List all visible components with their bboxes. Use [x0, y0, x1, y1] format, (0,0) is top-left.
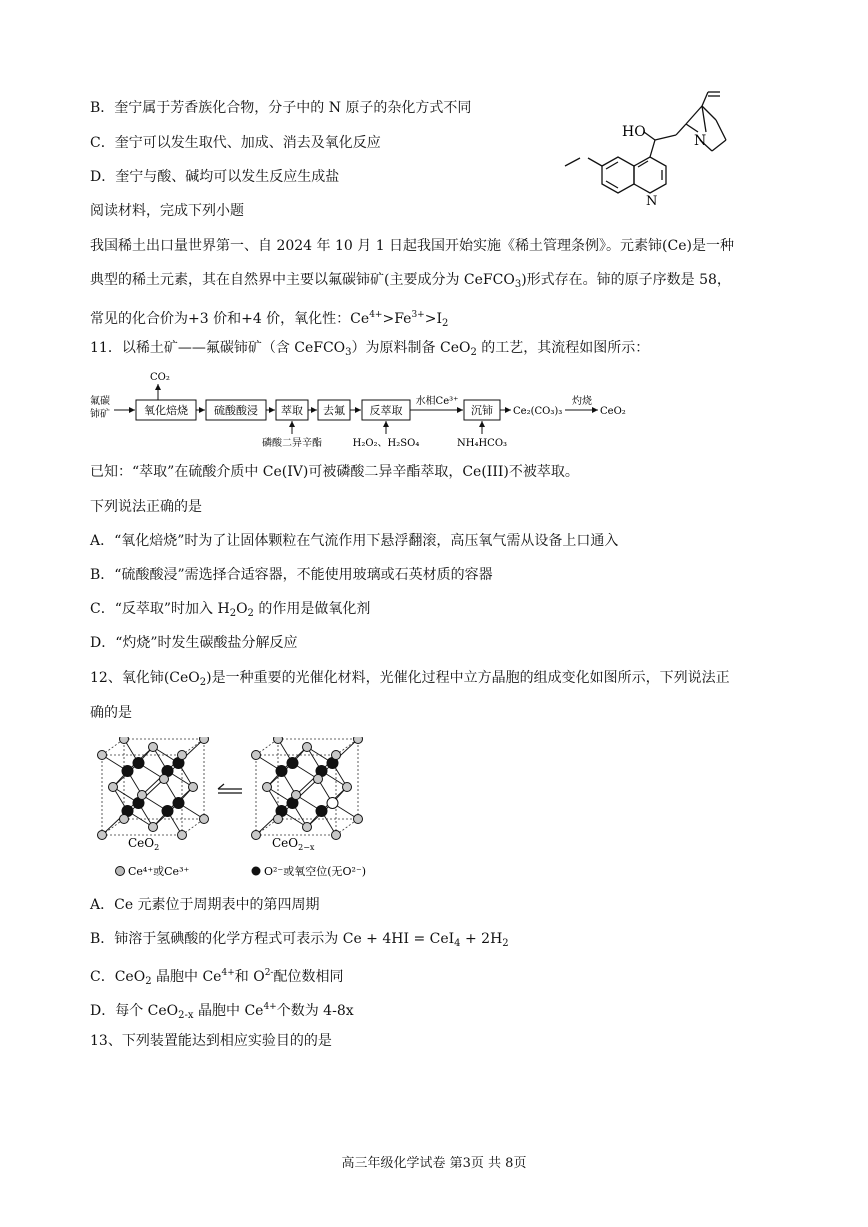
q10-option-c: C．奎宁可以发生取代、加成、消去及氧化反应	[90, 135, 381, 151]
reading-line-3: 常见的化合价为+3 价和+4 价，氧化性：$Ce^{4+}>Fe^{3+}>I_2$	[90, 310, 449, 329]
flow-reagent-peroxide-acid: H₂O₂、H₂SO₄	[352, 438, 420, 449]
q12-stem-line-2: 确的是	[90, 705, 132, 721]
legend-ce-icon	[116, 867, 125, 876]
q10-option-d: D．奎宁与酸、碱均可以发生反应生成盐	[90, 169, 340, 185]
q12-option-d: D．每个 CeO$_{2-x}$ 晶胞中 $Ce^{4+}$个数为 4-8x	[90, 1002, 354, 1021]
flow-reagent-bicarbonate: NH₄HCO₃	[456, 438, 508, 449]
quinine-structure	[560, 88, 760, 213]
flow-aqueous-ce3: 水相Ce³⁺	[415, 396, 459, 407]
page-footer: 高三年级化学试卷 第3页 共 8页	[341, 1156, 527, 1171]
q11-option-c: C．“反萃取”时加入 $H_2O_2$ 的作用是做氧化剂	[90, 601, 371, 619]
process-flowchart	[90, 366, 750, 454]
flow-product-carbonate: Ce₂(CO₃)₃	[513, 406, 563, 417]
flow-reagent-extractant: 磷酸二异辛酯	[262, 438, 322, 449]
bridge-nitrogen-label: N	[694, 133, 707, 149]
flow-step-back-extraction: 反萃取	[369, 404, 403, 417]
q11-ask: 下列说法正确的是	[90, 499, 202, 515]
flow-co2: CO₂	[150, 372, 170, 383]
q10-option-b: B．奎宁属于芳香族化合物，分子中的 N 原子的杂化方式不同	[90, 100, 472, 116]
q11-option-d: D．“灼烧”时发生碳酸盐分解反应	[90, 635, 298, 651]
hydroxyl-label: HO	[622, 124, 646, 140]
q12-stem-line-1: 12、氧化铈(CeO$_2$)是一种重要的光催化材料，光催化过程中立方晶胞的组成变化如图所示，下列说法正	[90, 670, 730, 688]
ring-nitrogen-label: N	[646, 194, 658, 209]
q11-option-b: B．“硫酸酸浸”需选择合适容器，不能使用玻璃或石英材质的容器	[90, 567, 493, 583]
q12-option-a: A．Ce 元素位于周期表中的第四周期	[90, 897, 320, 913]
legend-oxygen-icon	[252, 867, 261, 876]
crystal-label-ceo2: CeO$_2$	[128, 836, 160, 852]
legend-oxygen-label: O²⁻或氧空位(无O²⁻)	[264, 865, 367, 878]
crystal-cell-figure	[94, 737, 414, 882]
q12-option-c: C．CeO$_2$ 晶胞中 $Ce^{4+}$和 $O^{2-}$配位数相同	[90, 968, 344, 987]
q11-known: 已知：“萃取”在硫酸介质中 Ce(IV)可被磷酸二异辛酯萃取，Ce(III)不被萃取。	[90, 464, 579, 480]
flow-step-extraction: 萃取	[281, 404, 303, 417]
crystal-label-ceo2-x: CeO$_{2-x}$	[272, 836, 315, 852]
reading-heading: 阅读材料，完成下列小题	[90, 203, 244, 219]
q12-option-b: B．铈溶于氢碘酸的化学方程式可表示为 $Ce + 4HI = CeI_4 + 2H_2$	[90, 931, 509, 949]
flow-product-ceo2: CeO₂	[600, 406, 626, 417]
reading-line-1: 我国稀土出口量世界第一、自 2024 年 10 月 1 日起我国开始实施《稀土管理条例》。元素铈(Ce)是一种	[90, 238, 734, 254]
flow-step-oxidation-roasting: 氧化焙烧	[144, 404, 188, 417]
q11-option-a: A．“氧化焙烧”时为了让固体颗粒在气流作用下悬浮翻滚，高压氧气需从设备上口通入	[90, 533, 619, 549]
flow-step-acid-leach: 硫酸酸浸	[214, 404, 258, 417]
equilibrium-arrow	[218, 784, 242, 793]
flow-ore-label-2: 铈矿	[90, 409, 110, 420]
legend-ce-label: Ce⁴⁺或Ce³⁺	[128, 865, 190, 878]
flow-ore-label-1: 氟碳	[90, 396, 110, 407]
flow-step-precipitation: 沉铈	[471, 404, 493, 417]
q13-stem: 13、下列装置能达到相应实验目的的是	[90, 1033, 332, 1049]
q11-stem: 11．以稀土矿——氟碳铈矿（含 CeFCO$_3$）为原料制备 CeO$_2$ 的工艺，其流程如图所示：	[90, 340, 650, 358]
flow-calcination: 灼烧	[572, 396, 592, 407]
flow-step-defluorination: 去氟	[323, 404, 345, 417]
reading-line-2: 典型的稀土元素，其在自然界中主要以氟碳铈矿(主要成分为 CeFCO$_3$)形式存在。铈的原子序数是 58，	[90, 272, 731, 290]
